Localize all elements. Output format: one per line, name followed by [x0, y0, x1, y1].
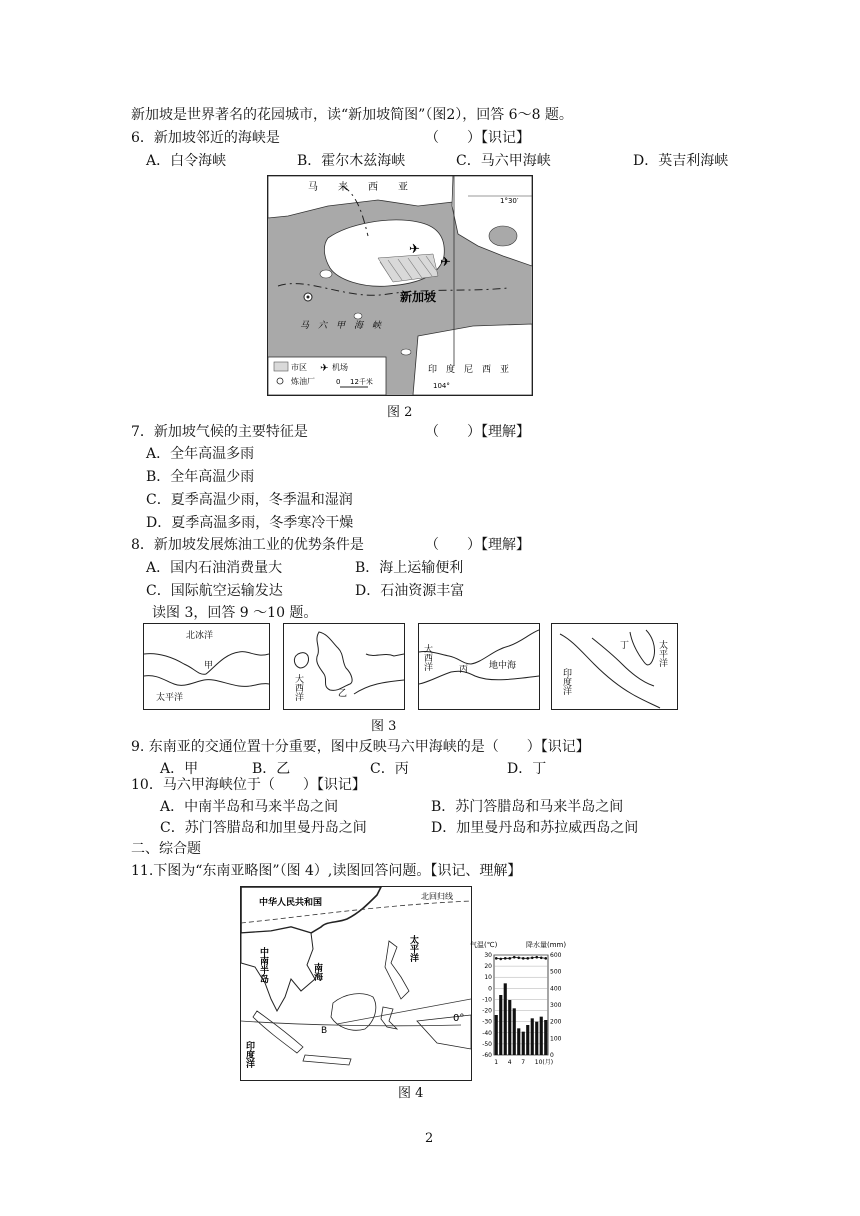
chart-right-tick: 500	[550, 968, 562, 976]
label-tropic: 北回归线	[421, 892, 453, 901]
temperature-point	[499, 958, 502, 961]
temperature-point	[522, 957, 525, 960]
q7-blank: （ ）【理解】	[425, 424, 530, 440]
chart-right-tick: 400	[550, 985, 562, 993]
temperature-point	[495, 957, 498, 960]
chart-x-tick: 1	[494, 1059, 499, 1066]
q6-option-b: B．霍尔木兹海峡	[297, 153, 406, 169]
fig3-caption: 图 3	[371, 719, 397, 734]
precipitation-bar	[544, 1020, 547, 1055]
label-indonesia: 印 度 尼 西 亚	[428, 365, 510, 375]
label-lat: 1°30′	[500, 197, 519, 205]
p3-label-med: 地中海	[489, 661, 517, 671]
scale-zero: 0	[336, 378, 341, 386]
chart-left-axis-title: 气温(℃)	[470, 941, 498, 949]
p2-label-yi: 乙	[338, 689, 348, 699]
page-number: 2	[425, 1131, 434, 1146]
q7-option-d: D．夏季高温多雨，冬季寒冷干燥	[146, 515, 354, 531]
singapore-map	[267, 175, 533, 396]
q8-blank: （ ）【理解】	[425, 537, 530, 553]
label-indian: 印度洋	[244, 1041, 254, 1068]
temperature-point	[531, 956, 534, 959]
p3-label-atlantic: 大西洋	[422, 644, 432, 671]
chart-left-tick: 0	[488, 985, 492, 993]
chart-left-tick: -30	[482, 1018, 492, 1026]
fig2-caption: 图 2	[387, 405, 413, 420]
precipitation-bar	[513, 1008, 516, 1055]
label-indochina: 中南半岛	[258, 947, 268, 983]
chart-left-tick: 20	[484, 963, 492, 971]
q6-option-a: A．白令海峡	[146, 153, 227, 169]
chart-left-tick: 30	[484, 952, 492, 959]
legend-refinery: 炼油厂	[291, 377, 315, 386]
fig3-panel-ding	[551, 623, 678, 710]
label-strait: 马 六 甲 海 峡	[300, 321, 382, 331]
q11-stem: 11.下图为“东南亚略图”（图 4）,读图回答问题。【识记、理解】	[131, 863, 522, 879]
legend-city: 市区	[291, 363, 307, 372]
chart-left-tick: -60	[482, 1052, 492, 1059]
label-china: 中华人民共和国	[259, 898, 323, 908]
p1-label-jia: 甲	[204, 661, 214, 671]
p2-label-atlantic: 大西洋	[293, 674, 303, 701]
label-point-b: B	[321, 1026, 328, 1036]
q10-option-c: C．苏门答腊岛和加里曼丹岛之间	[160, 820, 367, 836]
precipitation-bar	[540, 1017, 543, 1055]
temperature-point	[517, 956, 520, 959]
q8-option-d: D．石油资源丰富	[355, 583, 465, 599]
q10-stem: 10．马六甲海峡位于（ ）【识记】	[131, 777, 366, 793]
legend-airport: 机场	[332, 363, 348, 372]
q6-blank: （ ）【识记】	[425, 130, 530, 146]
chart-left-tick: -20	[482, 1007, 492, 1015]
q7-option-a: A．全年高温多雨	[146, 446, 255, 462]
q6-stem: 6．新加坡邻近的海峡是	[131, 130, 280, 146]
q9-option-a: A．甲	[160, 761, 199, 777]
q10-option-a: A．中南半岛和马来半岛之间	[160, 799, 339, 815]
label-singapore: 新加坡	[400, 290, 437, 304]
chart-x-tick: 4	[507, 1059, 512, 1066]
chart-left-tick: 10	[484, 974, 492, 982]
q9-stem: 9. 东南亚的交通位置十分重要，图中反映马六甲海峡的是（ ）【识记】	[131, 739, 590, 755]
scale-end: 12千米	[350, 378, 373, 386]
q6-option-d: D．英吉利海峡	[633, 153, 729, 169]
precipitation-bar	[495, 1015, 498, 1055]
intro-9-10: 读图 3，回答 9 ～10 题。	[152, 605, 318, 621]
fig4-caption: 图 4	[398, 1086, 424, 1101]
p1-label-pacific: 太平洋	[156, 693, 184, 703]
q9-option-b: B．乙	[252, 761, 291, 777]
temperature-point	[508, 957, 511, 960]
chart-right-tick: 300	[550, 1002, 562, 1009]
section-2-heading: 二、综合题	[131, 841, 201, 857]
fig3-panel-yi	[283, 623, 405, 710]
airport-icon-1: ✈	[409, 242, 420, 257]
label-lon: 104°	[433, 382, 450, 390]
q8-option-a: A．国内石油消费量大	[146, 560, 283, 576]
fig3-panel-bing	[418, 623, 540, 710]
q8-option-c: C．国际航空运输发达	[146, 583, 283, 599]
precipitation-bar	[504, 983, 507, 1055]
q7-option-b: B．全年高温少雨	[146, 469, 255, 485]
q8-stem: 8．新加坡发展炼油工业的优势条件是	[131, 537, 364, 553]
precipitation-bar	[535, 1022, 538, 1055]
q9-option-c: C．丙	[370, 761, 409, 777]
temperature-point	[540, 956, 543, 959]
intro-6-8: 新加坡是世界著名的花园城市，读“新加坡简图”（图2），回答 6〜8 题。	[131, 107, 573, 123]
precipitation-bar	[508, 1000, 511, 1055]
p4-label-ding: 丁	[620, 641, 630, 651]
p3-label-bing: 丙	[459, 665, 469, 675]
southeast-asia-map	[240, 886, 472, 1081]
p4-label-indian: 印度洋	[561, 668, 571, 695]
precipitation-bar	[526, 1025, 529, 1055]
chart-right-tick: 200	[550, 1018, 562, 1026]
fig3-panel-jia	[143, 623, 270, 710]
q10-option-b: B．苏门答腊岛和马来半岛之间	[431, 799, 624, 815]
chart-x-tick: 7	[521, 1059, 526, 1066]
label-malaysia: 马 来 西 亚	[308, 182, 408, 193]
chart-right-tick: 600	[550, 952, 562, 959]
label-scs: 南海	[312, 963, 322, 981]
climate-chart	[470, 937, 570, 1082]
p4-label-pacific: 太平洋	[657, 640, 667, 667]
airport-icon-2: ✈	[440, 255, 451, 270]
legend-refinery-icon	[277, 378, 283, 384]
chart-left-tick: -10	[482, 996, 492, 1004]
p1-label-arctic: 北冰洋	[186, 631, 214, 641]
precipitation-bar	[499, 995, 502, 1055]
temperature-point	[526, 957, 529, 960]
chart-right-tick: 0	[550, 1052, 554, 1059]
chart-right-axis-title: 降水量(mm)	[526, 941, 567, 949]
label-equator: 0°	[453, 1013, 465, 1024]
chart-x-tick: 10(月)	[534, 1059, 554, 1066]
chart-left-tick: -40	[482, 1029, 492, 1037]
chart-left-tick: -50	[482, 1040, 492, 1048]
precipitation-bar	[517, 1028, 520, 1055]
temperature-point	[513, 956, 516, 959]
q8-option-b: B．海上运输便利	[355, 560, 464, 576]
chart-right-tick: 100	[550, 1035, 562, 1043]
temperature-point	[535, 956, 538, 959]
q7-option-c: C．夏季高温少雨，冬季温和湿润	[146, 492, 353, 508]
q10-option-d: D．加里曼丹岛和苏拉威西岛之间	[431, 820, 639, 836]
precipitation-bar	[531, 1018, 534, 1055]
legend-airport-icon: ✈	[320, 363, 329, 374]
temperature-point	[544, 957, 547, 960]
temperature-point	[504, 957, 507, 960]
label-pacific: 太平洋	[408, 935, 418, 962]
q6-option-c: C．马六甲海峡	[456, 153, 551, 169]
q7-stem: 7．新加坡气候的主要特征是	[131, 424, 308, 440]
precipitation-bar	[522, 1032, 525, 1055]
q9-option-d: D．丁	[507, 761, 547, 777]
temperature-line	[496, 957, 546, 959]
